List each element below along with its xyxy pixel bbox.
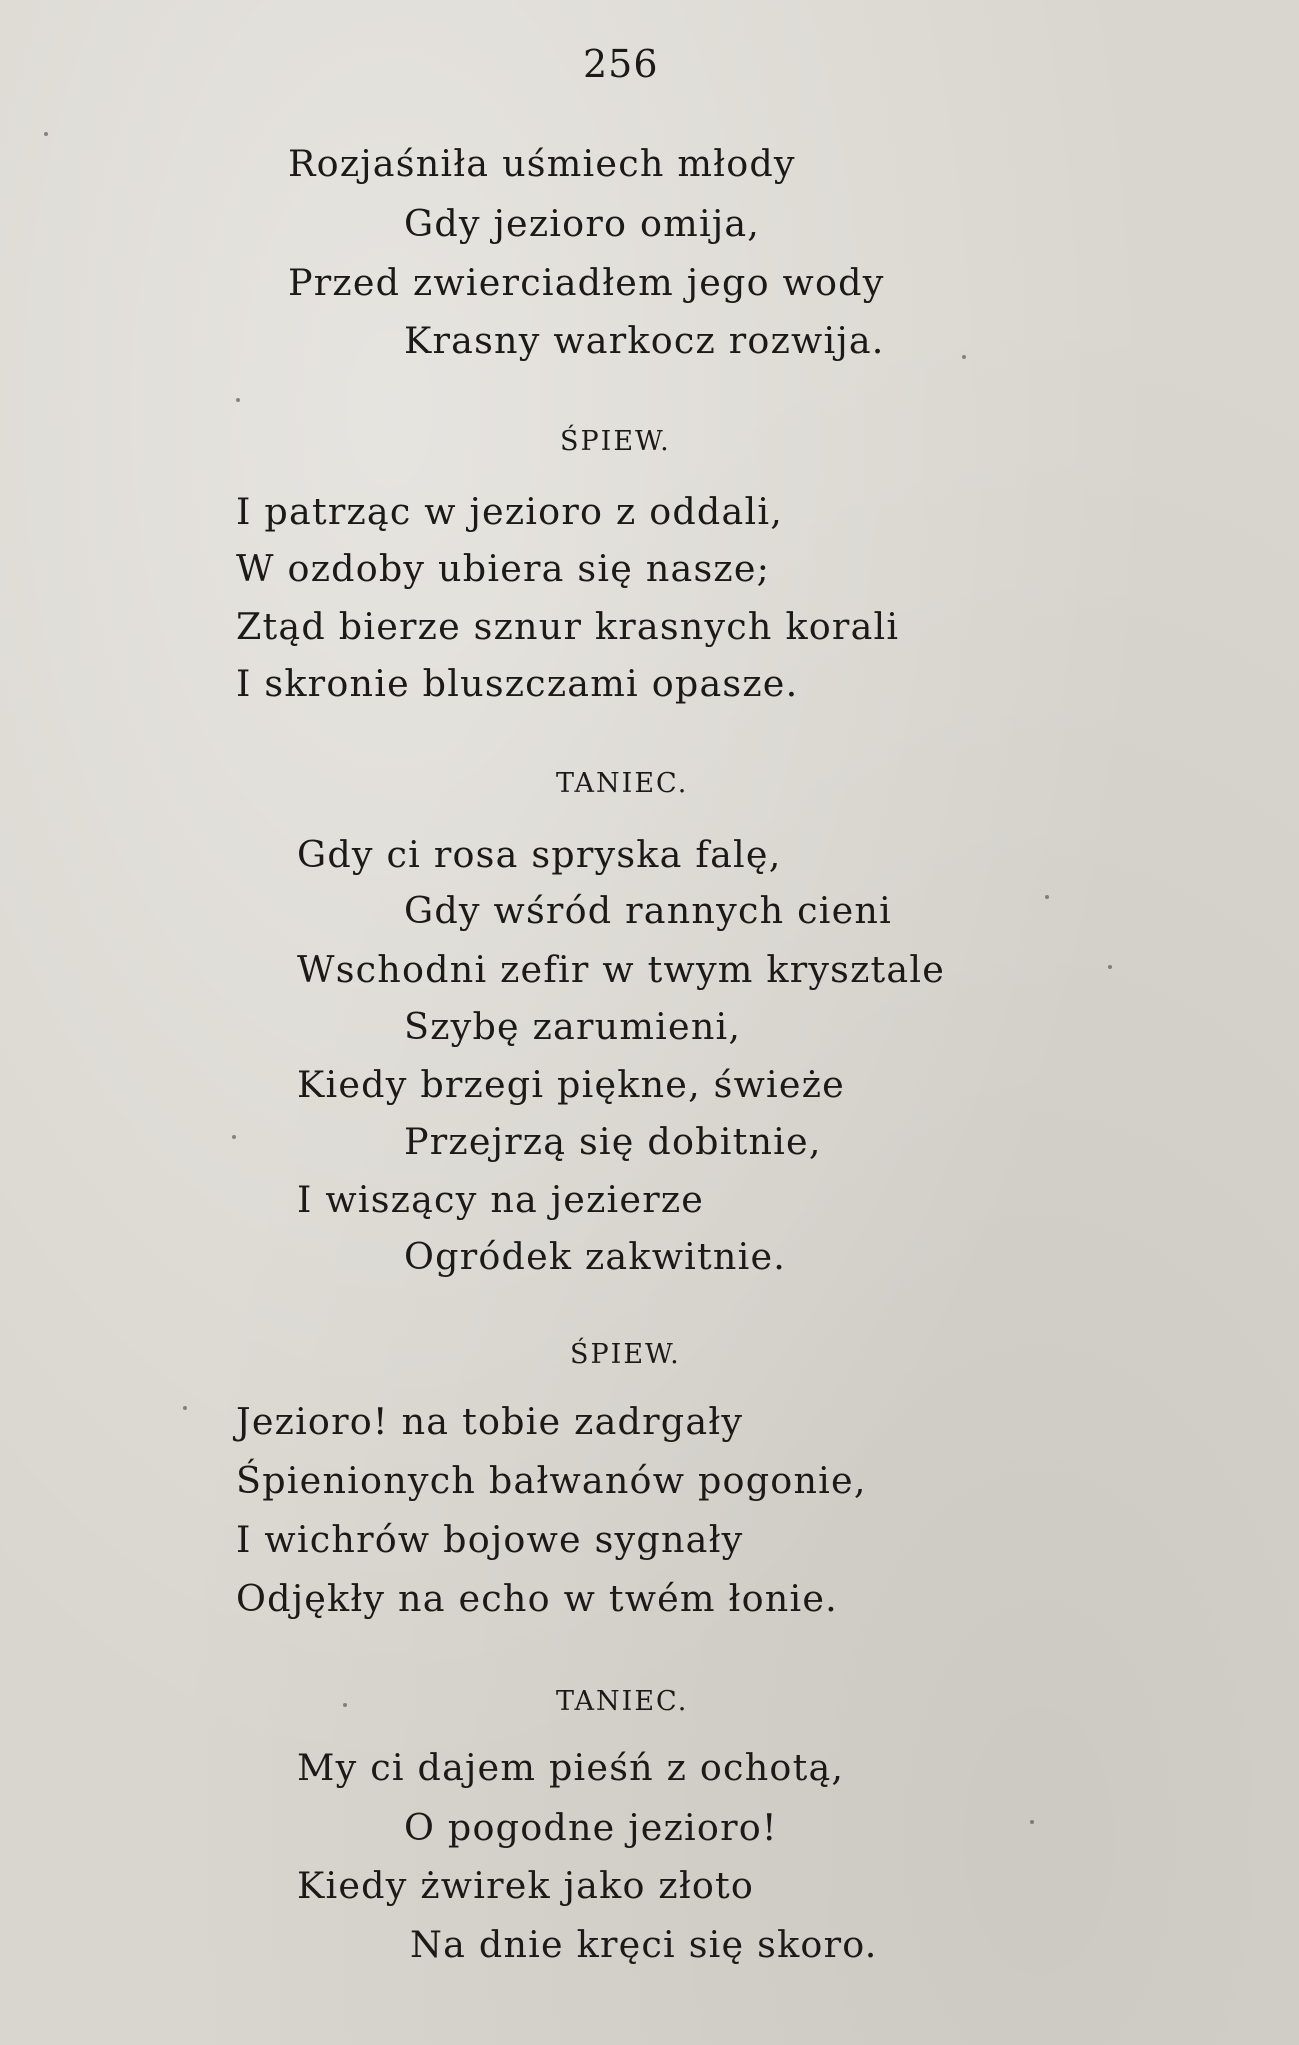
poem-line: Kiedy brzegi piękne, świeże bbox=[297, 1063, 845, 1106]
paper-speck bbox=[1108, 965, 1112, 969]
poem-line: Ogródek zakwitnie. bbox=[404, 1235, 787, 1278]
poem-line: Kiedy żwirek jako złoto bbox=[297, 1864, 755, 1907]
poem-line: Gdy jezioro omija, bbox=[404, 202, 761, 245]
poem-line: Jezioro! na tobie zadrgały bbox=[236, 1400, 744, 1443]
section-heading: ŚPIEW. bbox=[570, 1339, 681, 1370]
paper-speck bbox=[236, 398, 240, 402]
paper-speck bbox=[183, 1406, 187, 1410]
poem-line: Przed zwierciadłem jego wody bbox=[288, 261, 885, 304]
paper-speck bbox=[1045, 895, 1049, 899]
paper-speck bbox=[44, 132, 48, 136]
poem-line: Na dnie kręci się skoro. bbox=[410, 1923, 878, 1966]
poem-line: Krasny warkocz rozwija. bbox=[404, 319, 885, 362]
poem-line: Wschodni zefir w twym krysztale bbox=[297, 948, 946, 991]
poem-line: I wichrów bojowe sygnały bbox=[236, 1518, 744, 1561]
poem-line: O pogodne jezioro! bbox=[404, 1806, 778, 1849]
section-heading: ŚPIEW. bbox=[560, 426, 671, 457]
poem-line: W ozdoby ubiera się nasze; bbox=[236, 547, 771, 590]
paper-speck bbox=[343, 1703, 347, 1707]
poem-line: I skronie bluszczami opasze. bbox=[236, 662, 799, 705]
poem-line: Rozjaśniła uśmiech młody bbox=[288, 142, 796, 185]
poem-line: Odjękły na echo w twém łonie. bbox=[236, 1577, 838, 1620]
page-number: 256 bbox=[583, 42, 659, 86]
poem-line: Przejrzą się dobitnie, bbox=[404, 1120, 822, 1163]
paper-speck bbox=[232, 1135, 236, 1139]
poem-line: Szybę zarumieni, bbox=[404, 1005, 742, 1048]
poem-line: My ci dajem pieśń z ochotą, bbox=[297, 1746, 845, 1789]
section-heading: TANIEC. bbox=[556, 768, 689, 799]
poem-line: Gdy wśród rannych cieni bbox=[404, 889, 893, 932]
poem-line: Ztąd bierze sznur krasnych korali bbox=[236, 605, 900, 648]
poem-line: Gdy ci rosa spryska falę, bbox=[297, 833, 782, 876]
section-heading: TANIEC. bbox=[556, 1686, 689, 1717]
poem-line: I patrząc w jezioro z oddali, bbox=[236, 490, 784, 533]
paper-speck bbox=[962, 355, 966, 359]
poem-line: Śpienionych bałwanów pogonie, bbox=[236, 1459, 867, 1502]
poem-line: I wiszący na jezierze bbox=[297, 1178, 705, 1221]
paper-speck bbox=[1030, 1820, 1034, 1824]
